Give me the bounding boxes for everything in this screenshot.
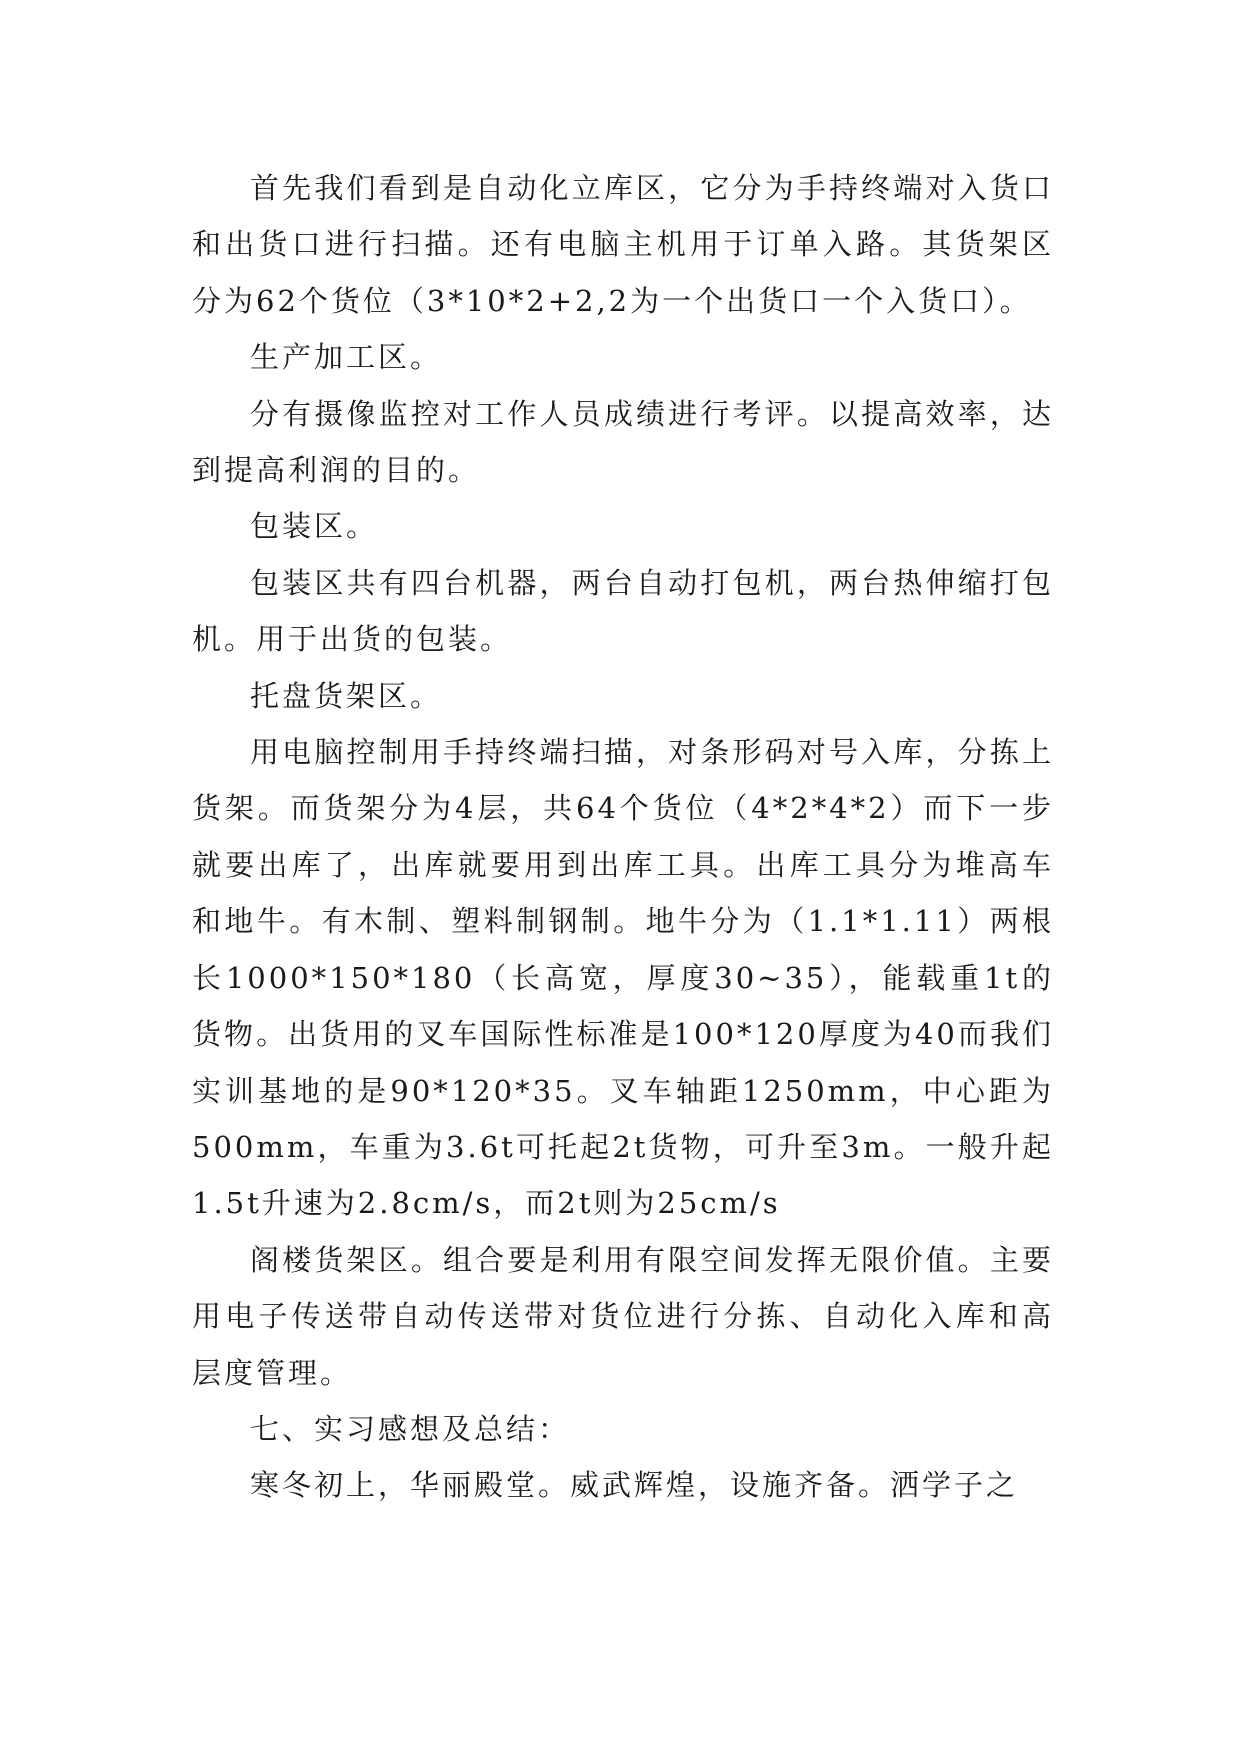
heading-internship-reflections: 七、实习感想及总结： bbox=[250, 1411, 571, 1446]
paragraph-pallet-rack-area: 用电脑控制用手持终端扫描，对条形码对号入库，分拣上货架。而货架分为4层，共64个货位（4*2*4*2）而下一步就要出库了，出库就要用到出库工具。出库工具分为堆高车和地牛。有木制、塑料制钢制。地牛分为（1.1*1.11）两根长1000*150*180（长高宽，厚度30~35），能载重1t的货物。出货用的叉车国际性标准是100*120厚度为40而我们实训基地的是90*120*35。叉车轴距1250mm，中心距为500mm，车重为3.6t可托起2t货物，可升至3m。一般升起1.5t升速为2.8cm/s，而2t则为25cm/s bbox=[192, 735, 1054, 1221]
heading-production-area: 生产加工区。 bbox=[250, 340, 443, 375]
heading-packaging-area: 包装区。 bbox=[250, 509, 379, 544]
paragraph-mezzanine-rack-area: 阁楼货架区。组合要是利用有限空间发挥无限价值。主要用电子传送带自动传送带对货位进行分拣、自动化入库和高层度管理。 bbox=[192, 1242, 1054, 1390]
paragraph-automated-warehouse: 首先我们看到是自动化立库区，它分为手持终端对入货口和出货口进行扫描。还有电脑主机用于订单入路。其货架区分为62个货位（3*10*2+2,2为一个出货口一个入货口）。 bbox=[192, 171, 1054, 318]
paragraph-reflections: 寒冬初上，华丽殿堂。威武辉煌，设施齐备。洒学子之 bbox=[250, 1468, 1019, 1503]
heading-pallet-rack-area: 托盘货架区。 bbox=[250, 678, 443, 713]
document-body bbox=[192, 160, 1054, 1514]
paragraph-production-area: 分有摄像监控对工作人员成绩进行考评。以提高效率，达到提高利润的目的。 bbox=[192, 396, 1054, 488]
paragraph-packaging-area: 包装区共有四台机器，两台自动打包机，两台热伸缩打包机。用于出货的包装。 bbox=[192, 565, 1054, 657]
